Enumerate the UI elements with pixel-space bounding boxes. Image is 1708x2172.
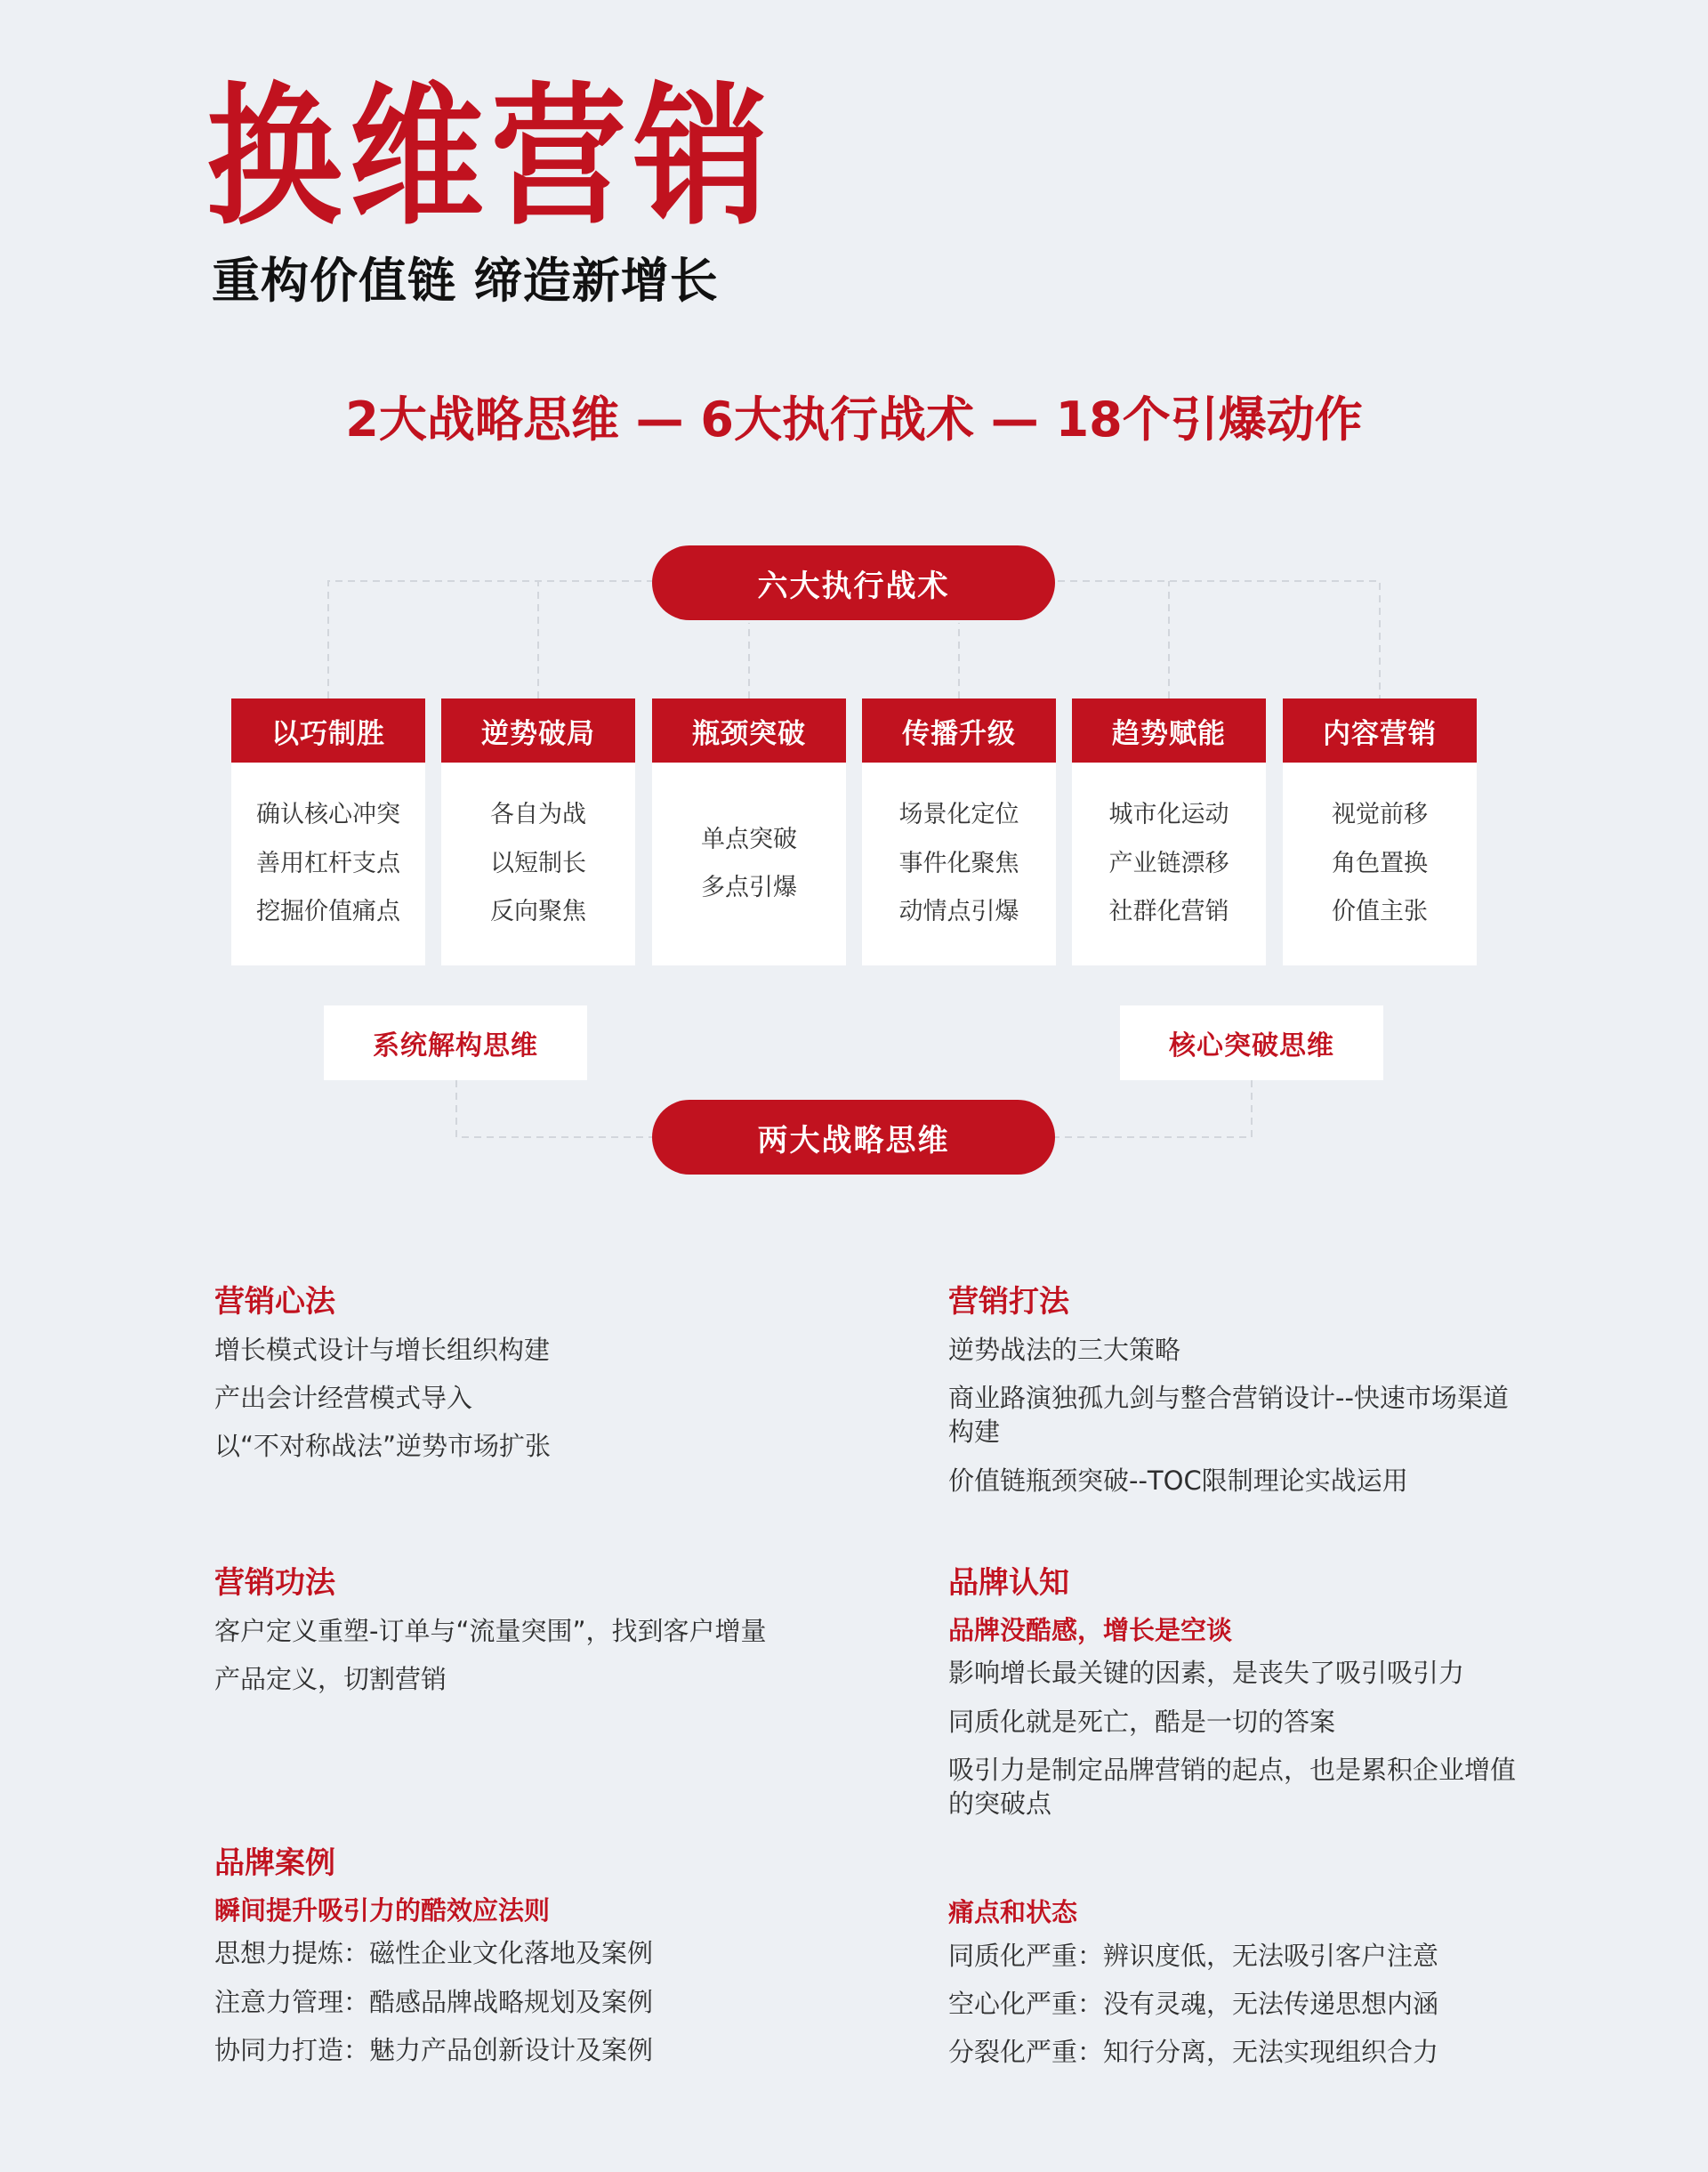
section-subtitle: 瞬间提升吸引力的酷效应法则 — [214, 1894, 551, 1926]
section-anli — [214, 1845, 784, 2081]
thinking-pill: 两大战略思维 — [652, 1100, 1055, 1175]
list-item: 空心化严重：没有灵魂，无法传递思想内涵 — [948, 1988, 1439, 2019]
list-item: 思想力提炼：磁性企业文化落地及案例 — [214, 1938, 654, 1969]
tactic-title: 传播升级 — [862, 698, 1056, 763]
list-item: 商业路演独孤九剑与整合营销设计--快速市场渠道构建 — [948, 1383, 1509, 1448]
tactics-pill: 六大执行战术 — [652, 545, 1055, 620]
page-title: 换维营销 — [206, 69, 776, 246]
tactic-item: 反向聚焦 — [490, 898, 586, 926]
tactic-card-3 — [652, 698, 846, 965]
tactic-item: 事件化聚焦 — [898, 849, 1019, 877]
section-tongdian — [948, 1896, 1518, 2083]
tactic-item: 产业链漂移 — [1108, 849, 1229, 877]
list-item: 影响增长最关键的因素，是丧失了吸引吸引力 — [948, 1658, 1465, 1689]
tactic-title: 逆势破局 — [441, 698, 635, 763]
section-title: 营销心法 — [214, 1284, 335, 1320]
list-item: 增长模式设计与增长组织构建 — [214, 1334, 551, 1365]
list-item: 以“不对称战法”逆势市场扩张 — [214, 1431, 552, 1462]
section-title: 品牌案例 — [214, 1845, 335, 1881]
tactic-item: 动情点引爆 — [898, 898, 1019, 926]
tactic-title: 内容营销 — [1283, 698, 1477, 763]
list-item: 分裂化严重：知行分离，无法实现组织合力 — [948, 2037, 1439, 2068]
thinking-box-core: 核心突破思维 — [1120, 1005, 1383, 1080]
tactic-item: 单点突破 — [701, 825, 797, 853]
page-subtitle: 重构价值链 缔造新增长 — [212, 253, 719, 309]
tactic-title: 以巧制胜 — [231, 698, 425, 763]
section-title: 营销打法 — [948, 1284, 1069, 1320]
tactic-item: 场景化定位 — [898, 801, 1019, 829]
tactic-item: 挖掘价值痛点 — [256, 898, 400, 926]
list-item: 注意力管理：酷感品牌战略规划及案例 — [214, 1986, 654, 2017]
tactic-card-6 — [1283, 698, 1477, 965]
tactic-item: 多点引爆 — [701, 874, 797, 901]
tagline: 2大战略思维 — 6大执行战术 — 18个引爆动作 — [345, 392, 1363, 448]
section-title: 品牌认知 — [948, 1565, 1069, 1601]
thinking-connector-left — [456, 1080, 652, 1137]
thinking-connector-right — [1055, 1080, 1252, 1137]
list-item: 同质化就是死亡，酷是一切的答案 — [948, 1706, 1336, 1737]
thinking-box-system: 系统解构思维 — [324, 1005, 587, 1080]
tactic-item: 角色置换 — [1332, 849, 1428, 877]
tactic-item: 视觉前移 — [1332, 801, 1428, 829]
section-title: 痛点和状态 — [948, 1897, 1078, 1927]
list-item: 产品定义，切割营销 — [214, 1664, 447, 1695]
tactic-item: 各自为战 — [490, 801, 586, 829]
tactic-item: 善用杠杆支点 — [256, 849, 400, 877]
tactic-item: 价值主张 — [1332, 898, 1428, 926]
tactic-item: 社群化营销 — [1108, 898, 1229, 926]
list-item: 价值链瓶颈突破--TOC限制理论实战运用 — [948, 1465, 1408, 1496]
tactic-title: 趋势赋能 — [1072, 698, 1266, 763]
tactic-item: 确认核心冲突 — [256, 801, 400, 829]
tactic-card-5 — [1072, 698, 1266, 965]
section-xinfa — [214, 1284, 784, 1478]
list-item: 同质化严重：辨识度低，无法吸引客户注意 — [948, 1940, 1439, 1971]
section-dafa — [948, 1284, 1518, 1512]
tactic-item: 以短制长 — [490, 849, 586, 877]
tactic-item: 城市化运动 — [1108, 801, 1229, 829]
tactic-card-1 — [231, 698, 425, 965]
list-item: 产出会计经营模式导入 — [214, 1383, 473, 1414]
list-item: 吸引力是制定品牌营销的起点，也是累积企业增值的突破点 — [948, 1755, 1517, 1820]
section-renzhi — [948, 1565, 1518, 1836]
tactic-card-2 — [441, 698, 635, 965]
section-gongfa — [214, 1565, 775, 1710]
list-item: 协同力打造：魅力产品创新设计及案例 — [214, 2035, 654, 2066]
list-item: 逆势战法的三大策略 — [948, 1334, 1181, 1365]
tactic-title: 瓶颈突破 — [652, 698, 846, 763]
list-item: 客户定义重塑-订单与“流量突围”，找到客户增量 — [214, 1615, 767, 1646]
section-title: 营销功法 — [214, 1565, 335, 1601]
section-subtitle: 品牌没酷感，增长是空谈 — [948, 1614, 1233, 1645]
tactic-card-4 — [862, 698, 1056, 965]
